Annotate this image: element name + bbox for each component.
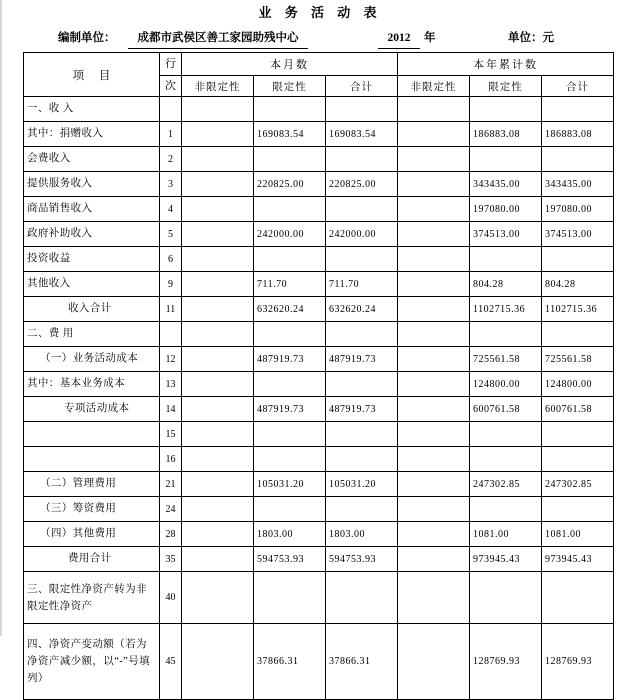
cell-year-unrestricted — [398, 497, 470, 522]
cell-month-unrestricted — [182, 372, 254, 397]
cell-month-total: 220825.00 — [326, 172, 398, 197]
table-row — [24, 247, 614, 272]
table-row — [24, 197, 614, 222]
cell-year-total — [542, 572, 614, 624]
currency-unit-label: 单位：元 — [508, 32, 554, 44]
row-item-label: （二）管理费用 — [24, 472, 160, 497]
cell-year-total: 186883.08 — [542, 122, 614, 147]
cell-year-restricted — [470, 322, 542, 347]
table-body — [24, 97, 614, 700]
table-row — [24, 522, 614, 547]
cell-month-restricted — [254, 497, 326, 522]
cell-month-restricted — [254, 247, 326, 272]
row-line-number: 21 — [160, 472, 182, 497]
row-item-label: （四）其他费用 — [24, 522, 160, 547]
cell-month-restricted: 1803.00 — [254, 522, 326, 547]
cell-year-total: 600761.58 — [542, 397, 614, 422]
header-month-total: 合计 — [326, 76, 398, 97]
cell-year-unrestricted — [398, 272, 470, 297]
cell-year-unrestricted — [398, 572, 470, 624]
cell-month-unrestricted — [182, 472, 254, 497]
preparer-unit-label: 编制单位： — [58, 32, 116, 44]
cell-year-unrestricted — [398, 347, 470, 372]
year-label: 年 — [424, 32, 436, 44]
cell-year-total — [542, 497, 614, 522]
cell-month-total: 487919.73 — [326, 397, 398, 422]
cell-month-total: 1803.00 — [326, 522, 398, 547]
row-item-label: （三）筹资费用 — [24, 497, 160, 522]
cell-year-total: 197080.00 — [542, 197, 614, 222]
cell-year-unrestricted — [398, 147, 470, 172]
table-header-row-1 — [24, 53, 614, 76]
header-item: 项 目 — [24, 53, 160, 97]
cell-month-restricted: 37866.31 — [254, 624, 326, 700]
cell-year-total — [542, 247, 614, 272]
header-year-unrestricted: 非限定性 — [398, 76, 470, 97]
table-row — [24, 297, 614, 322]
table-row — [24, 447, 614, 472]
cell-year-unrestricted — [398, 247, 470, 272]
cell-month-restricted: 169083.54 — [254, 122, 326, 147]
cell-year-total: 725561.58 — [542, 347, 614, 372]
cell-month-restricted: 632620.24 — [254, 297, 326, 322]
cell-month-unrestricted — [182, 497, 254, 522]
cell-month-restricted — [254, 97, 326, 122]
header-group-month: 本月数 — [182, 53, 398, 76]
row-line-number: 24 — [160, 497, 182, 522]
cell-month-total — [326, 422, 398, 447]
header-line-no-top: 行 — [160, 53, 182, 76]
cell-month-total: 105031.20 — [326, 472, 398, 497]
row-item-label — [24, 422, 160, 447]
cell-month-restricted: 487919.73 — [254, 397, 326, 422]
table-row — [24, 422, 614, 447]
table-row — [24, 322, 614, 347]
table-row — [24, 572, 614, 624]
cell-month-restricted: 487919.73 — [254, 347, 326, 372]
row-line-number — [160, 322, 182, 347]
cell-month-unrestricted — [182, 397, 254, 422]
cell-year-restricted: 197080.00 — [470, 197, 542, 222]
cell-month-restricted — [254, 322, 326, 347]
page-title: 业 务 活 动 表 — [258, 5, 382, 20]
cell-year-restricted: 186883.08 — [470, 122, 542, 147]
cell-month-total: 594753.93 — [326, 547, 398, 572]
cell-year-total: 1081.00 — [542, 522, 614, 547]
cell-year-total: 973945.43 — [542, 547, 614, 572]
cell-year-total: 128769.93 — [542, 624, 614, 700]
row-line-number: 45 — [160, 624, 182, 700]
table-row — [24, 147, 614, 172]
row-item-label: 商品销售收入 — [24, 197, 160, 222]
cell-month-unrestricted — [182, 272, 254, 297]
row-item-label: 三、限定性净资产转为非限定性净资产 — [24, 572, 160, 624]
header-month-unrestricted: 非限定性 — [182, 76, 254, 97]
row-item-label — [24, 447, 160, 472]
cell-month-unrestricted — [182, 297, 254, 322]
cell-year-unrestricted — [398, 397, 470, 422]
cell-year-restricted — [470, 97, 542, 122]
cell-year-restricted: 1102715.36 — [470, 297, 542, 322]
cell-month-restricted — [254, 197, 326, 222]
cell-year-total — [542, 147, 614, 172]
row-line-number: 40 — [160, 572, 182, 624]
preparer-unit-value: 成都市武侯区善工家园助残中心 — [128, 28, 308, 49]
row-line-number: 13 — [160, 372, 182, 397]
table-row — [24, 624, 614, 700]
table-row — [24, 497, 614, 522]
cell-year-unrestricted — [398, 197, 470, 222]
cell-month-total — [326, 197, 398, 222]
row-item-label: 费用合计 — [24, 547, 160, 572]
cell-year-restricted: 1081.00 — [470, 522, 542, 547]
table-row — [24, 547, 614, 572]
cell-year-unrestricted — [398, 422, 470, 447]
row-item-label: 专项活动成本 — [24, 397, 160, 422]
row-item-label: 政府补助收入 — [24, 222, 160, 247]
cell-year-restricted: 247302.85 — [470, 472, 542, 497]
cell-year-unrestricted — [398, 447, 470, 472]
cell-month-unrestricted — [182, 147, 254, 172]
cell-year-unrestricted — [398, 472, 470, 497]
cell-month-restricted: 242000.00 — [254, 222, 326, 247]
row-item-label: 其中：捐赠收入 — [24, 122, 160, 147]
cell-year-restricted — [470, 497, 542, 522]
cell-month-unrestricted — [182, 322, 254, 347]
table-row — [24, 372, 614, 397]
cell-year-restricted — [470, 247, 542, 272]
cell-year-total: 343435.00 — [542, 172, 614, 197]
cell-month-restricted — [254, 147, 326, 172]
header-month-restricted: 限定性 — [254, 76, 326, 97]
cell-month-total — [326, 322, 398, 347]
row-line-number: 4 — [160, 197, 182, 222]
table-row — [24, 122, 614, 147]
header-line-no-bottom: 次 — [160, 76, 182, 97]
cell-month-restricted — [254, 422, 326, 447]
row-item-label: 会费收入 — [24, 147, 160, 172]
cell-year-restricted: 804.28 — [470, 272, 542, 297]
row-line-number: 14 — [160, 397, 182, 422]
table-row — [24, 97, 614, 122]
cell-month-total — [326, 97, 398, 122]
cell-month-total — [326, 147, 398, 172]
row-item-label: 一、收 入 — [24, 97, 160, 122]
cell-year-total — [542, 447, 614, 472]
cell-year-restricted — [470, 147, 542, 172]
cell-month-unrestricted — [182, 422, 254, 447]
cell-month-unrestricted — [182, 197, 254, 222]
cell-month-restricted: 711.70 — [254, 272, 326, 297]
cell-month-unrestricted — [182, 247, 254, 272]
cell-month-unrestricted — [182, 222, 254, 247]
cell-month-restricted — [254, 572, 326, 624]
header-year-total: 合计 — [542, 76, 614, 97]
cell-year-restricted: 374513.00 — [470, 222, 542, 247]
row-item-label: （一）业务活动成本 — [24, 347, 160, 372]
row-line-number: 5 — [160, 222, 182, 247]
cell-year-unrestricted — [398, 222, 470, 247]
cell-month-restricted — [254, 447, 326, 472]
cell-month-total: 37866.31 — [326, 624, 398, 700]
cell-year-unrestricted — [398, 122, 470, 147]
cell-month-total: 487919.73 — [326, 347, 398, 372]
cell-month-total: 632620.24 — [326, 297, 398, 322]
row-line-number — [160, 97, 182, 122]
cell-year-total: 374513.00 — [542, 222, 614, 247]
year-value: 2012 — [378, 28, 420, 49]
table-row — [24, 272, 614, 297]
row-line-number: 28 — [160, 522, 182, 547]
business-activity-table — [23, 52, 614, 700]
row-line-number: 16 — [160, 447, 182, 472]
cell-year-total: 804.28 — [542, 272, 614, 297]
cell-year-unrestricted — [398, 97, 470, 122]
cell-year-restricted: 600761.58 — [470, 397, 542, 422]
cell-month-unrestricted — [182, 122, 254, 147]
row-item-label: 其中：基本业务成本 — [24, 372, 160, 397]
row-line-number: 2 — [160, 147, 182, 172]
table-row — [24, 222, 614, 247]
row-item-label: 四、净资产变动额（若为净资产减少额，以“-”号填列） — [24, 624, 160, 700]
row-line-number: 11 — [160, 297, 182, 322]
row-line-number: 1 — [160, 122, 182, 147]
row-item-label: 二、费 用 — [24, 322, 160, 347]
cell-month-restricted: 594753.93 — [254, 547, 326, 572]
table-row — [24, 397, 614, 422]
document-meta — [2, 25, 638, 51]
cell-year-unrestricted — [398, 522, 470, 547]
cell-month-total — [326, 447, 398, 472]
cell-month-restricted — [254, 372, 326, 397]
cell-year-unrestricted — [398, 322, 470, 347]
table-head — [24, 53, 614, 97]
row-line-number: 12 — [160, 347, 182, 372]
cell-year-unrestricted — [398, 372, 470, 397]
cell-year-unrestricted — [398, 547, 470, 572]
cell-month-total — [326, 372, 398, 397]
cell-year-restricted: 343435.00 — [470, 172, 542, 197]
row-item-label: 提供服务收入 — [24, 172, 160, 197]
row-line-number: 3 — [160, 172, 182, 197]
cell-year-restricted: 725561.58 — [470, 347, 542, 372]
cell-year-total — [542, 322, 614, 347]
cell-month-unrestricted — [182, 572, 254, 624]
cell-month-total: 242000.00 — [326, 222, 398, 247]
cell-month-unrestricted — [182, 522, 254, 547]
table-row — [24, 172, 614, 197]
row-line-number: 35 — [160, 547, 182, 572]
cell-month-total — [326, 572, 398, 624]
cell-year-restricted — [470, 572, 542, 624]
cell-month-total — [326, 247, 398, 272]
cell-year-restricted: 973945.43 — [470, 547, 542, 572]
cell-year-total — [542, 422, 614, 447]
cell-year-total — [542, 97, 614, 122]
table-row — [24, 347, 614, 372]
cell-month-unrestricted — [182, 347, 254, 372]
row-item-label: 收入合计 — [24, 297, 160, 322]
header-year-restricted: 限定性 — [470, 76, 542, 97]
cell-year-restricted: 124800.00 — [470, 372, 542, 397]
row-line-number: 15 — [160, 422, 182, 447]
cell-year-restricted: 128769.93 — [470, 624, 542, 700]
cell-year-unrestricted — [398, 172, 470, 197]
row-line-number: 9 — [160, 272, 182, 297]
cell-month-unrestricted — [182, 547, 254, 572]
cell-month-total: 711.70 — [326, 272, 398, 297]
cell-year-restricted — [470, 422, 542, 447]
cell-year-restricted — [470, 447, 542, 472]
header-group-year: 本年累计数 — [398, 53, 614, 76]
cell-month-unrestricted — [182, 447, 254, 472]
cell-year-total: 1102715.36 — [542, 297, 614, 322]
cell-month-total — [326, 497, 398, 522]
financial-table-wrapper — [23, 52, 613, 700]
cell-year-unrestricted — [398, 624, 470, 700]
cell-year-unrestricted — [398, 297, 470, 322]
cell-month-unrestricted — [182, 97, 254, 122]
row-item-label: 投资收益 — [24, 247, 160, 272]
cell-year-total: 124800.00 — [542, 372, 614, 397]
row-line-number: 6 — [160, 247, 182, 272]
cell-year-total: 247302.85 — [542, 472, 614, 497]
table-row — [24, 472, 614, 497]
cell-month-total: 169083.54 — [326, 122, 398, 147]
row-item-label: 其他收入 — [24, 272, 160, 297]
cell-month-unrestricted — [182, 172, 254, 197]
cell-month-restricted: 105031.20 — [254, 472, 326, 497]
cell-month-restricted: 220825.00 — [254, 172, 326, 197]
cell-month-unrestricted — [182, 624, 254, 700]
